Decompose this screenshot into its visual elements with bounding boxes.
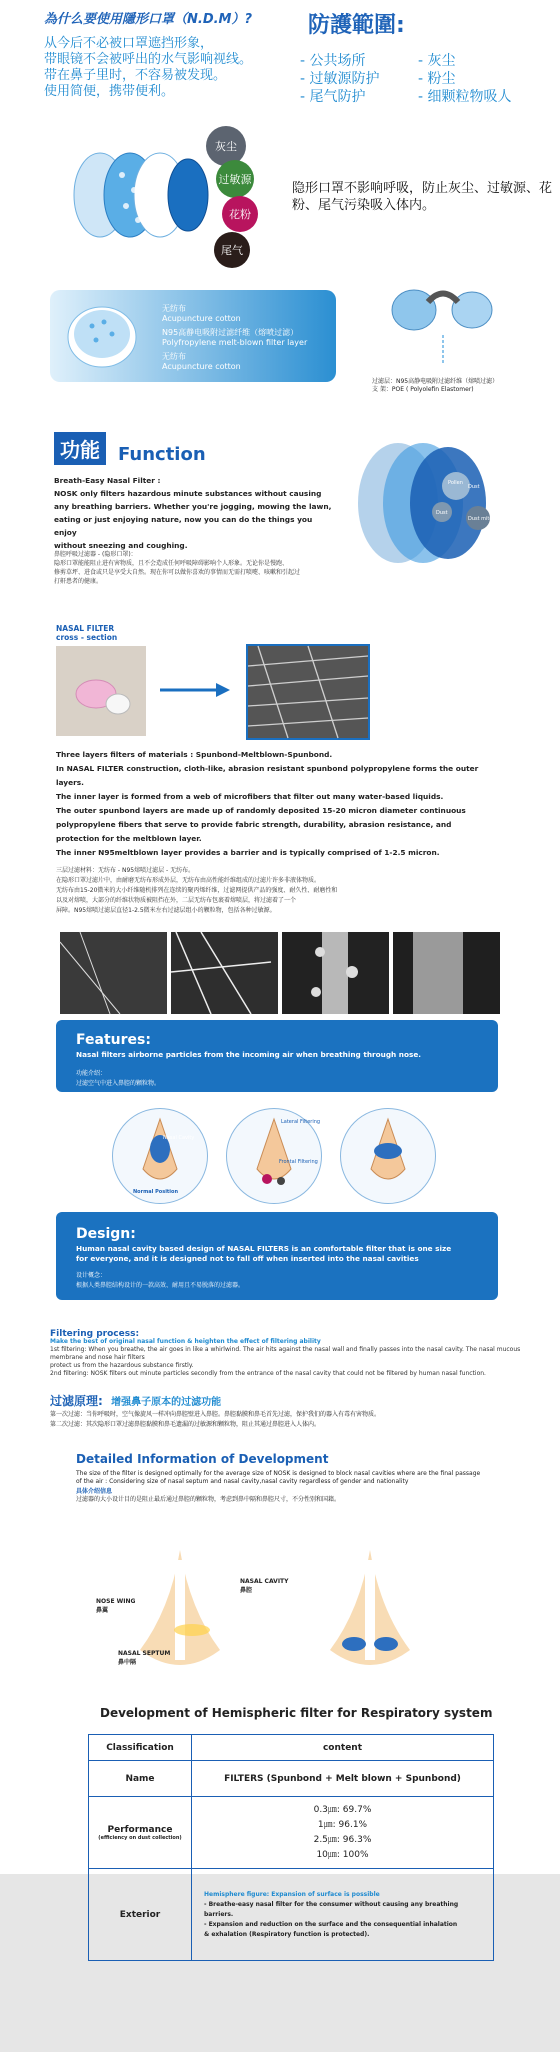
diagram-label-dust2: Dust bbox=[468, 484, 480, 490]
arrow-right-icon bbox=[160, 680, 230, 700]
micrograph-1 bbox=[60, 932, 167, 1014]
nose-filter-icon bbox=[341, 1109, 435, 1203]
design-cn-title: 设计概念： bbox=[76, 1272, 107, 1279]
spec-text: 过滤层：N95高静电吸附过滤纤维（熔喷过滤） 支 架：POE ( Polyolefin Elastomer) bbox=[372, 378, 499, 393]
row-exterior-label: Exterior bbox=[89, 1869, 192, 1961]
table-row bbox=[89, 1797, 494, 1869]
fiber-texture-image bbox=[248, 646, 368, 738]
row-name-label: Name bbox=[89, 1761, 192, 1797]
filter-layers-illustration bbox=[60, 140, 210, 250]
nose-diagram-filter bbox=[340, 1108, 436, 1204]
function-badge: 功能 bbox=[54, 432, 106, 465]
row-performance-values: 0.3㎛: 69.7% 1㎛: 96.1% 2.5㎛: 96.3% 10㎛: 100% bbox=[192, 1797, 494, 1869]
micrograph-2 bbox=[171, 932, 278, 1014]
nasal-cavity-label: Nasal Cavity bbox=[163, 1135, 195, 1141]
development-table bbox=[88, 1734, 494, 1961]
features-en: Nasal filters airborne particles from the incoming air when breathing through nose. bbox=[76, 1050, 422, 1059]
nasal-cavity-anatomy-label: NASAL CAVITY 鼻腔 bbox=[240, 1578, 289, 1594]
row-exterior-value: Hemisphere figure: Expansion of surface is possible - Breathe-easy nasal filter for the consumer without causing any breathing barriers. - Expansion and reduction on the surface and the consequential inhalation & exhalation (Respiratory function is protected). bbox=[192, 1869, 494, 1961]
header-classification: Classification bbox=[89, 1735, 192, 1761]
micrograph-strip bbox=[60, 932, 500, 1014]
question-title: 為什么要使用隱形口罩（N.D.M）? bbox=[44, 12, 253, 27]
function-body-en: Breath-Easy Nasal Filter : NOSK only filters hazardous minute substances without causing any breathing barriers. Whether you're jogging, mowing the lawn, eating or just enjoying nature, now you can do the things you enjoy without sneezing and coughing. bbox=[54, 476, 332, 550]
diagram-label-pollen: Pollen bbox=[448, 480, 463, 486]
features-panel bbox=[56, 1020, 498, 1092]
design-title: Design: bbox=[76, 1226, 136, 1242]
nose-diagram-lateral bbox=[226, 1108, 322, 1204]
layer3-text: 无纺布 Acupuncture cotton bbox=[162, 352, 241, 371]
hidden-mask-description: 隐形口罩不影响呼吸，防止灰尘、过敏源、花粉、尾气污染吸入体内。 bbox=[292, 181, 553, 213]
layer2-text: N95高静电吸附过滤纤维（熔喷过滤） Polyfropylene melt-blown filter layer bbox=[162, 328, 308, 347]
micrograph-1-image bbox=[60, 932, 167, 1014]
particle-allergen: 过敏源 bbox=[216, 160, 254, 198]
design-panel bbox=[56, 1212, 498, 1300]
design-cn: 根据人类鼻腔结构设计的一款高效、耐用且不易脱落的过滤器。 bbox=[76, 1282, 245, 1289]
diagram-label-dust: Dust bbox=[436, 510, 448, 516]
filtering-process: Filtering process: Make the best of original nasal function & heighten the effect of filtering ability 1st filtering: When you breathe, the air goes in like a whirlwind. The air hits against the nasal wall and finally passes into the nasal cavity. The nasal mucous membrane and nose hair filters protect us from the hazardous substance firstly. 2nd filtering: NOSK filters out minute particles secondly from the entrance of the nasal cavity that could not be filtered by human nasal function. bbox=[50, 1329, 521, 1377]
nose-anatomy-illustration bbox=[120, 1540, 460, 1690]
micrograph-4-image bbox=[393, 932, 500, 1014]
diagram-label-dustmites: Dust mites bbox=[468, 516, 496, 522]
header-content: content bbox=[192, 1735, 494, 1761]
cross-section-micrograph bbox=[246, 644, 370, 740]
design-en-line2: for everyone, and it is designed not to fall off when inserted into the nasal cavities bbox=[76, 1254, 419, 1263]
detailed-title: Detailed Information of Development bbox=[76, 1452, 329, 1466]
micrograph-4 bbox=[393, 932, 500, 1014]
layer1-text: 无纺布 Acupuncture cotton bbox=[162, 304, 241, 323]
features-cn: 过滤空气中进入鼻腔的颗粒物。 bbox=[76, 1080, 161, 1087]
three-layers-en: Three layers filters of materials : Spunbond-Meltblown-Spunbond. In NASAL FILTER construction, cloth-like, abrasion resistant spunbond polypropylene forms the outer layers. The inner layer is formed from a web of microfibers that filter out many water-based liquids. The outer spunbond layers are made up of randomly deposited 15-20 micron diameter continuous polypropylene fibers that serve to provide fabric strength, durability, abrasion resistance, and protection for the meltblown layer. The inner N95meltblown layer provides a barrier and is typically comprised of 1-2.5 micron. bbox=[56, 750, 479, 857]
nasal-filter-photo bbox=[56, 646, 146, 736]
particle-exhaust: 尾气 bbox=[214, 232, 250, 268]
function-title: Function bbox=[118, 444, 206, 465]
table-header-row bbox=[89, 1735, 494, 1761]
protection-title: 防護範圍: bbox=[308, 13, 405, 38]
three-layers-cn: 三层过滤材料：无纺布 - N95熔喷过滤层 - 无纺布。 在隐形口罩过滤片中，由耐磨无纺布形成外层，无纺布由高性能纤维组成的过滤片许多非液体物质。 无纺布由15-20微米的大小纤维随机排列在连续的聚丙烯纤维，过滤网提供产品的强度、耐久性、耐磨性和 以及对熔喷，大部分的纤维状物质被阻挡在外，二层无纺布包裹着熔喷层，将过滤着了一个 屏障。N95熔喷过滤层直径1-2.5微米左右过滤层组小的颗粒物，包括各种过敏源。 bbox=[56, 867, 338, 914]
features-title: Features: bbox=[76, 1032, 151, 1048]
nose-diagram-normal bbox=[112, 1108, 208, 1204]
features-cn-title: 功能介绍： bbox=[76, 1070, 107, 1077]
function-diagram bbox=[338, 428, 508, 578]
table-row bbox=[89, 1869, 494, 1961]
particle-pollen: 花粉 bbox=[222, 196, 258, 232]
micrograph-3 bbox=[282, 932, 389, 1014]
nasal-filter-photo-icon bbox=[56, 646, 146, 736]
frontal-filtering-label: Frontal Filtering bbox=[279, 1159, 318, 1165]
protection-list-right: - 灰尘 - 粉尘 - 细颗粒物吸人 bbox=[418, 53, 512, 105]
protection-list-left: - 公共场所 - 过敏源防护 - 尾气防护 bbox=[300, 53, 380, 105]
cn-filter-lines: 第一次过滤：当你呼吸时，空气像旋风一样冲向鼻腔壁进入鼻腔。鼻腔黏膜和鼻毛首先过滤，保护我们的器入有毒有害物质。 第二次过滤：其次隐形口罩过滤鼻腔黏膜和鼻毛遗漏的过敏源和颗粒物，阻止其通过鼻腔进入人体内。 bbox=[50, 1411, 381, 1428]
micrograph-2-image bbox=[171, 932, 278, 1014]
design-en-line1: Human nasal cavity based design of NASAL FILTERS is an comfortable filter that is one size bbox=[76, 1244, 452, 1253]
nose-wing-label: NOSE WING 鼻翼 bbox=[96, 1598, 136, 1614]
cn-filter-title: 过滤原理: 增强鼻子原本的过滤功能 bbox=[50, 1394, 222, 1408]
dev-table-title: Development of Hemispheric filter for Respiratory system bbox=[100, 1706, 493, 1720]
detailed-body: The size of the filter is designed optimally for the average size of NOSK is designed to block nasal cavities where are the final passage of the air : Considering size of nasal septum and nasal cavity,nasal cavity regardless of gender and nationality 具体介绍信息 过滤器的大小设计目的是阻止最后通过鼻腔的颗粒物，考虑到鼻中隔和鼻腔尺寸，不分性别和国籍。 bbox=[76, 1470, 481, 1503]
row-name-value: FILTERS (Spunbond + Melt blown + Spunbond) bbox=[192, 1761, 494, 1797]
function-body-cn: 鼻腔呼吸过滤器 - (隐形口罩)： 隐形口罩能能阻止进有害物质，且不会造成任何呼吸障碍影响个人形象。无论你是慢跑、 修剪草坪、进食或只是享受大自然。现在你可以做你喜欢的事情而无需打喷嚏、咳嗽和引起过 打鼾患者的健康。 bbox=[54, 551, 301, 585]
nasal-filter-product-image bbox=[388, 280, 498, 370]
micrograph-3-image bbox=[282, 932, 389, 1014]
intro-text: 从今后不必被口罩遮挡形象， 带眼镜不会被呼出的水气影响视线。 带在鼻子里时，不容易被发现。 使用简便，携带便利。 bbox=[44, 36, 253, 99]
lateral-filtering-label: Lateral Filtering bbox=[281, 1119, 321, 1125]
nasal-septum-label: NASAL SEPTUM 鼻中隔 bbox=[118, 1650, 171, 1666]
table-row bbox=[89, 1761, 494, 1797]
nasal-filter-label: NASAL FILTER cross - section bbox=[56, 624, 118, 642]
normal-position-label: Normal Position bbox=[133, 1189, 179, 1195]
filter-layer-box bbox=[50, 290, 336, 382]
particle-dust: 灰尘 bbox=[206, 126, 246, 166]
filter-disc-icon bbox=[62, 298, 142, 376]
row-performance-label: Performance (efficiency on dust collection) bbox=[89, 1797, 192, 1869]
